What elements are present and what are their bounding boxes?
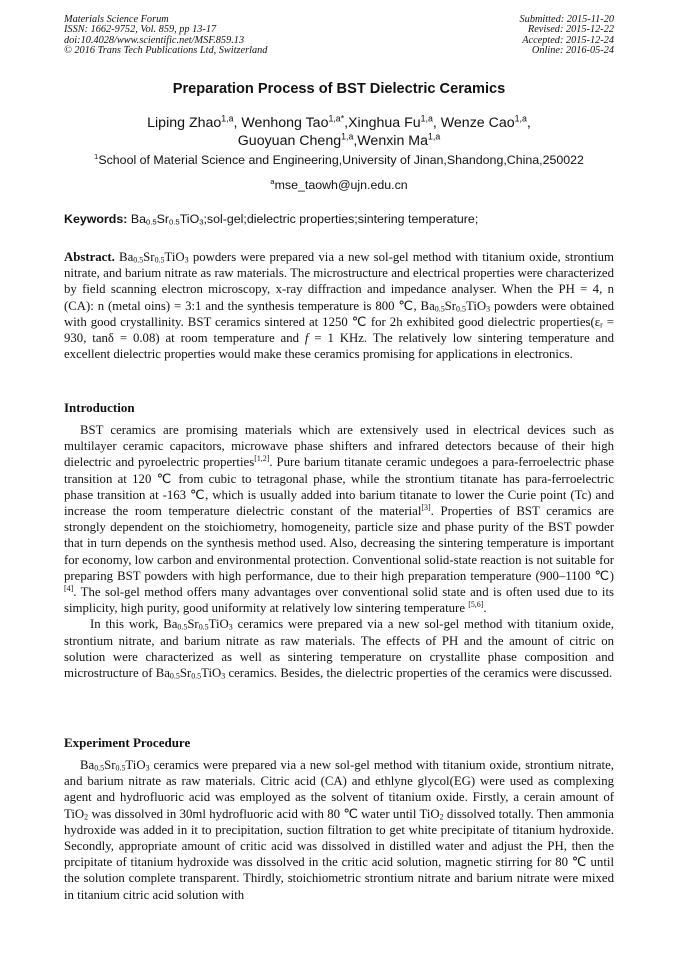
accepted-date: Accepted: 2015-12-24: [522, 34, 614, 46]
author-name: Guoyuan Cheng: [237, 133, 342, 149]
introduction-paragraph: In this work, $Ba_{0.5}Sr_{0.5}TiO_3$ ceramics were prepared via a new sol-gel method with titanium oxide, strontium nitrate, and barium nitrate as raw materials. The effects of PH and the amount of citric on solution were characterized as well as sintering temperature on crystallite phase composition and microstructure of $Ba_{0.5}Sr_{0.5}TiO_3$ ceramics. Besides, the dielectric properties of the ceramics were discussed.: [64, 617, 614, 681]
experiment-body: [64, 757, 614, 903]
abstract-label: Abstract.: [64, 250, 115, 264]
keywords-label: Keywords:: [64, 212, 128, 226]
author-affiliation-mark: 1,a*: [328, 113, 345, 124]
author-affiliation-mark: 1,a: [428, 131, 441, 142]
keywords-list: ;sol-gel;dielectric properties;sintering temperature;: [203, 212, 479, 226]
author-affiliation-mark: 1,a: [420, 113, 433, 124]
author-name: Liping Zhao: [147, 115, 222, 131]
online-date: Online: 2016-05-24: [531, 45, 614, 57]
revised-date: Revised: 2015-12-22: [527, 24, 614, 36]
author-affiliation-mark: 1,a: [514, 113, 527, 124]
email-address[interactable]: mse_taowh@ujn.edu.cn: [274, 178, 408, 192]
affiliation: [40, 153, 638, 167]
citation[interactable]: [5,6]: [468, 600, 484, 610]
citation[interactable]: [4]: [64, 584, 74, 594]
author-list: Liping Zhao$^{1,a}$, Wenhong Tao$^{1,a*}$,Xinghua Fu$^{1,a}$, Wenze Cao$^{1,a}$, Guoyuan Cheng$^{1,a}$,Wenxin Ma$^{1,a}$: [147, 113, 531, 149]
paper-title: Preparation Process of BST Dielectric Ceramics: [172, 81, 506, 97]
author-name: Wenxin Ma: [357, 133, 428, 149]
introduction-paragraph: BST ceramics are promising materials which are extensively used in electrical devices such as multilayer ceramic capacitors, microwave phase shifters and infrared detectors because of their high dielectric and pyroelectric properties[1,2]. Pure barium titanate ceramic undegoes a para-ferroelectric phase transition at 120 ℃ from cubic to tetragonal phase, while the strontium titanate has para-ferroelectric phase transition at -163 ℃, which is usually added into barium titanate to lower the Curie point (Tc) and increase the room temperature dielectric constant of the material[3]. Properties of BST ceramics are strongly dependent on the stoichiometry, homogeneity, particle size and phase purity of the BST powder that in turn depends on the synthesis method used. Also, decreasing the sintering temperature is important for economy, low carbon and environmental protection. Conventional solid-state reaction is not suitable for preparing BST powders with high performance, due to their high preparation temperature (900–1100 ℃)[4]. The sol-gel method offers many advantages over conventional solid state and is often used due to its simplicity, high purity, good uniformity at relatively low sintering temperature [5,6].: [64, 423, 614, 616]
affiliation-mark: 1: [94, 152, 99, 162]
author-name: Wenze Cao: [440, 115, 515, 131]
citation[interactable]: [1,2]: [254, 454, 270, 464]
author-name: Xinghua Fu: [348, 115, 421, 131]
abstract: Abstract. $Ba_{0.5}Sr_{0.5}TiO_3$ powders were prepared via a new sol-gel method with titanium oxide, strontium nitrate, and barium nitrate as raw materials. The microstructure and electrical properties were characterized by field scanning electron microscopy, x-ray diffraction and impedance analyser. When the PH = 4, n (CA): n (metal oins) = 3:1 and the synthesis temperature is 800 ℃, $Ba_{0.5}Sr_{0.5}TiO_3$ powders were obtained with good crystallinity. BST ceramics sintered at 1250 ℃ for 2h exhibited good dielectric $properties(\varepsilon_r = 930$, tanδ = 0.08) at room temperature and f = 1 KHz. The relatively low sintering temperature and excellent dielectric properties would make these ceramics promising for applications in electronics.: [64, 250, 615, 362]
author-affiliation-mark: 1,a: [341, 131, 354, 142]
doi-line: doi:10.4028/www.scientific.net/MSF.859.13: [64, 34, 245, 46]
submitted-date: Submitted: 2015-11-20: [519, 14, 614, 25]
issn-line: ISSN: 1662-9752, Vol. 859, pp 13-17: [64, 24, 217, 36]
introduction-body: [64, 422, 614, 681]
author-affiliation-mark: 1,a: [221, 113, 234, 124]
publication-dates: [520, 15, 614, 57]
keywords: Keywords: $Ba_{0.5}Sr_{0.5}TiO_3;sol-gel;dielectric$ properties;sintering temperature;: [64, 212, 479, 227]
experiment-heading: Experiment Procedure: [64, 735, 191, 750]
citation[interactable]: [3]: [421, 503, 431, 513]
copyright-line: © 2016 Trans Tech Publications Ltd, Switzerland: [64, 45, 268, 57]
author-name: Wenhong Tao: [241, 115, 329, 131]
email-mark: a: [270, 177, 275, 187]
affiliation-text: School of Material Science and Engineering,University of Jinan,Shandong,China,250022: [98, 153, 584, 167]
journal-name: Materials Science Forum: [64, 14, 169, 25]
journal-info: [64, 15, 267, 57]
introduction-heading: Introduction: [64, 400, 135, 415]
experiment-paragraph: $Ba_{0.5}Sr_{0.5}TiO_3$ ceramics were prepared via a new sol-gel method with titanium oxide, strontium nitrate, and barium nitrate as raw materials. Citric acid (CA) and ethlyne glycol(EG) were used as complexing agent and hydrofluoric acid was employed as the solvent of titanium oxide. Firstly, a cerain amount of TiO$_2$ was dissolved in 30ml hydrofluoric acid with 80 ℃ water until TiO$_2$ dissolved totally. Then ammonia hydroxide was added in it to precipitation, suction filtration to get white precipitate of titanium hydroxide. Secondly, appropriate amount of critic acid was dissolved in distilled water and adjust the PH, then the prcipitate of titanium hydroxide was dissolved in the critic acid solution, magnetic stirring for 80 ℃ until the solution complete transparent. Thirdly, stoichiometric strontium nitrate and barium nitrate were mixed in titanium citric acid solution with: [64, 758, 614, 902]
contact-email[interactable]: [0, 178, 678, 192]
